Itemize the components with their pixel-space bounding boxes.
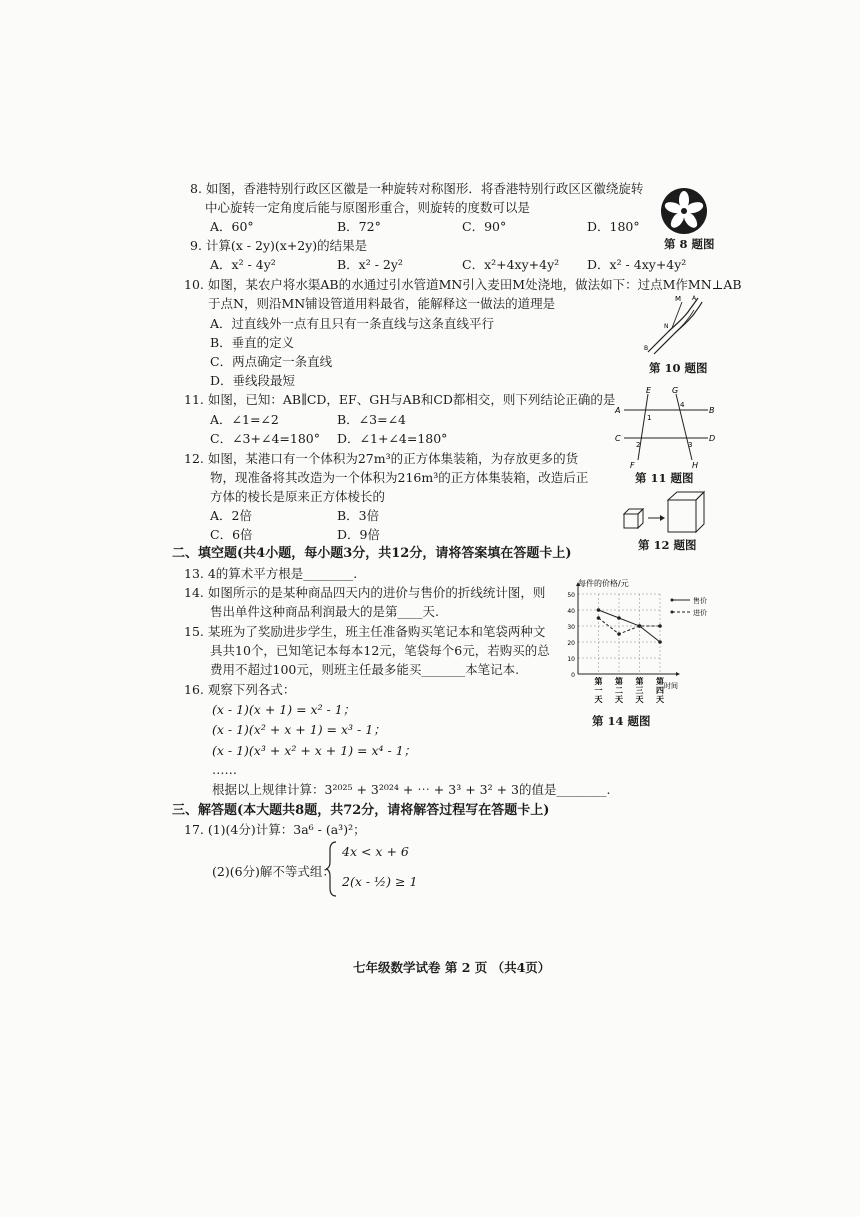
- q17-part1: 17. (1)(4分)计算：3a⁶ - (a³)²；: [184, 822, 366, 837]
- section3-heading: 三、解答题(本大题共8题，共72分，请将解答过程写在答题卡上): [172, 803, 550, 818]
- q11-caption: 第 11 题图: [635, 471, 694, 485]
- label-e: E: [646, 386, 652, 395]
- price-line-chart: [560, 578, 726, 718]
- x-tick-label: 天: [656, 695, 664, 704]
- label-m: M: [675, 295, 682, 303]
- label-3: 3: [688, 441, 693, 449]
- q15-line2: 具共10个，已知笔记本每本12元，笔袋每个6元，若购买的总: [210, 643, 550, 658]
- q10-line1: 10. 如图，某农户将水渠AB的水通过引水管道MN引入麦田M处浇地，做法如下：过点M作MN⊥AB: [184, 277, 742, 292]
- x-tick-label: 第: [656, 677, 664, 686]
- series-point: [638, 624, 642, 628]
- q11-option-c: C．∠3+∠4=180°: [210, 431, 320, 446]
- brace-icon: [326, 842, 336, 896]
- label-g: G: [672, 386, 679, 395]
- q9-option-c: C．x²+4xy+4y²: [462, 257, 560, 272]
- x-tick-label: 二: [615, 686, 623, 695]
- label-h: H: [692, 461, 699, 470]
- q12-line1: 12. 如图，某港口有一个体积为27m³的正方体集装箱，为存放更多的货: [184, 451, 579, 466]
- label-c: C: [615, 434, 621, 443]
- label-n: N: [664, 323, 669, 330]
- q9-line1: 9. 计算(x - 2y)(x+2y)的结果是: [190, 238, 368, 253]
- y-axis-label: 每件的价格/元: [578, 579, 629, 588]
- section2-heading: 二、填空题(共4小题，每小题3分，共12分，请将答案填在答题卡上): [172, 546, 572, 561]
- inequality-1: 4x < x + 6: [342, 844, 409, 859]
- x-tick-label: 第: [594, 677, 603, 686]
- q10-option-a: A．过直线外一点有且只有一条直线与这条直线平行: [210, 316, 495, 331]
- bauhinia-icon: [659, 186, 709, 236]
- q16-dots: ……: [212, 762, 237, 777]
- q14-caption: 第 14 题图: [592, 714, 651, 728]
- label-1: 1: [647, 414, 652, 422]
- q12-option-d: D．9倍: [337, 527, 380, 542]
- q16-expr2: (x - 1)(x² + x + 1) = x³ - 1；: [212, 722, 386, 737]
- q15-line3: 费用不超过100元，则班主任最多能买_______本笔记本.: [210, 662, 520, 677]
- q12-option-c: C．6倍: [210, 527, 253, 542]
- x-tick-label: 三: [635, 686, 644, 695]
- q17-part2: (2)(6分)解不等式组：: [212, 864, 335, 879]
- parallel-lines-figure: [612, 384, 716, 474]
- x-tick-label: 一: [594, 686, 603, 695]
- arrow-icon: [660, 515, 665, 521]
- q10-option-b: B．垂直的定义: [210, 335, 295, 350]
- label-b: B: [644, 345, 649, 352]
- q8-option-b: B．72°: [337, 219, 381, 234]
- legend-point: [671, 599, 674, 602]
- y-tick-label: 20: [567, 640, 575, 647]
- series-point: [658, 640, 662, 644]
- label-a: A: [692, 295, 697, 302]
- hk-emblem-figure: [659, 186, 709, 240]
- legend-label: 进价: [693, 609, 707, 617]
- series-point: [597, 608, 601, 612]
- label-a: A: [615, 406, 621, 415]
- q12-line3: 方体的棱长是原来正方体棱长的: [210, 489, 386, 504]
- x-tick-label: 第: [635, 677, 644, 686]
- q10-option-d: D．垂线段最短: [210, 373, 296, 388]
- label-d: D: [709, 434, 716, 443]
- legend-label: 售价: [693, 597, 707, 605]
- q8-option-a: A．60°: [210, 219, 254, 234]
- x-tick-label: 四: [656, 686, 664, 695]
- series-point: [617, 632, 621, 636]
- q8-line1: 8. 如图，香港特别行政区区徽是一种旋转对称图形．将香港特别行政区区徽绕旋转: [190, 181, 644, 196]
- inequality-2: 2(x - ½) ≥ 1: [342, 874, 418, 889]
- series-point: [617, 616, 621, 620]
- y-tick-label: 0: [571, 672, 575, 679]
- q12-option-a: A．2倍: [210, 508, 252, 523]
- q12-line2: 物，现准备将其改造为一个体积为216m³的正方体集装箱，改造后正: [210, 470, 589, 485]
- q14-line2: 售出单件这种商品利润最大的是第____天.: [210, 604, 439, 619]
- q14-line1: 14. 如图所示的是某种商品四天内的进价与售价的折线统计图，则: [184, 585, 546, 600]
- q8-option-d: D．180°: [587, 219, 640, 234]
- q9-option-b: B．x² - 2y²: [337, 257, 403, 272]
- label-4: 4: [680, 401, 685, 409]
- canal-figure: [642, 292, 704, 362]
- series-point: [658, 624, 662, 628]
- x-tick-label: 天: [615, 695, 623, 704]
- q11-option-b: B．∠3=∠4: [337, 412, 407, 427]
- y-tick-label: 50: [567, 592, 575, 599]
- q11-option-d: D．∠1+∠4=180°: [337, 431, 448, 446]
- legend-point: [671, 611, 674, 614]
- q10-line2: 于点N，则沿MN铺设管道用料最省，能解释这一做法的道理是: [208, 296, 556, 311]
- q15-line1: 15. 某班为了奖励进步学生，班主任准备购买笔记本和笔袋两种文: [184, 624, 546, 639]
- q16-expr3: (x - 1)(x³ + x² + x + 1) = x⁴ - 1；: [212, 743, 417, 758]
- label-b: B: [709, 406, 715, 415]
- q13-line: 13. 4的算术平方根是________.: [184, 566, 358, 581]
- x-axis-arrow-icon: [676, 672, 680, 676]
- cubes-figure: [620, 488, 706, 540]
- y-tick-label: 10: [567, 656, 575, 663]
- q16-line2: 根据以上规律计算：3²⁰²⁵ + 3²⁰²⁴ + ⋯ + 3³ + 3² + 3的值是________.: [212, 782, 611, 797]
- q12-option-b: B．3倍: [337, 508, 380, 523]
- q10-caption: 第 10 题图: [649, 361, 708, 375]
- y-tick-label: 30: [567, 624, 575, 631]
- q12-caption: 第 12 题图: [638, 538, 697, 552]
- q16-expr1: (x - 1)(x + 1) = x² - 1；: [212, 702, 356, 717]
- q11-option-a: A．∠1=∠2: [210, 412, 279, 427]
- label-2: 2: [636, 441, 641, 449]
- q9-option-d: D．x² - 4xy+4y²: [587, 257, 687, 272]
- q10-option-c: C．两点确定一条直线: [210, 354, 333, 369]
- q8-caption: 第 8 题图: [664, 237, 715, 251]
- x-tick-label: 第: [615, 677, 623, 686]
- series-point: [597, 616, 601, 620]
- x-axis-label: 时间: [664, 682, 678, 690]
- y-tick-label: 40: [567, 608, 575, 615]
- q11-line1: 11. 如图，已知：AB∥CD，EF、GH与AB和CD都相交，则下列结论正确的是: [184, 392, 616, 407]
- q9-option-a: A．x² - 4y²: [210, 257, 276, 272]
- q8-option-c: C．90°: [462, 219, 507, 234]
- q16-line1: 16. 观察下列各式：: [184, 682, 296, 697]
- page-footer: 七年级数学试卷 第 2 页 （共4页）: [353, 960, 551, 975]
- x-tick-label: 天: [635, 695, 644, 704]
- label-f: F: [630, 461, 635, 470]
- x-tick-label: 天: [594, 695, 603, 704]
- q8-line2: 中心旋转一定角度后能与原图形重合，则旋转的度数可以是: [205, 200, 531, 215]
